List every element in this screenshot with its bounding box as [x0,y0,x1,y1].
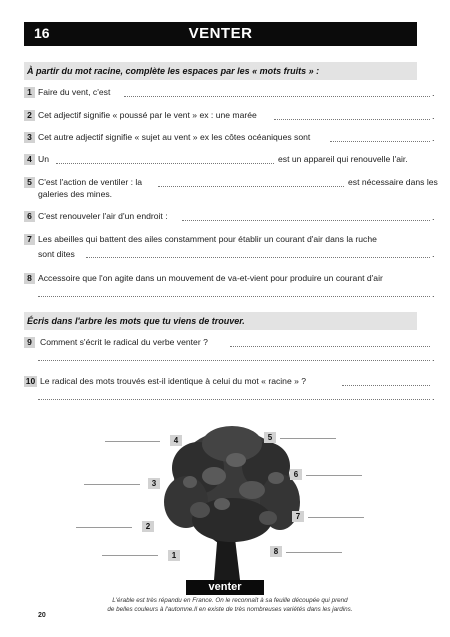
tree-label-1: 1 [168,550,180,561]
question-7 [24,233,435,261]
question-2 [24,109,435,123]
question-9 [24,336,435,364]
answer-line-4[interactable] [105,441,160,442]
period: . [432,249,435,259]
question-text: Faire du vent, c'est [38,87,111,97]
question-text-line2: sont dites [38,249,75,259]
answer-line[interactable] [38,288,430,297]
answer-line-7[interactable] [308,517,364,518]
answer-line[interactable] [56,155,274,164]
tree-label-4: 4 [170,435,182,446]
answer-line[interactable] [124,88,430,97]
section2-instruction: Écris dans l'arbre les mots que tu viens de trouver. [24,312,417,330]
question-6 [24,210,435,224]
period: . [432,133,435,143]
tree-label-5: 5 [264,432,276,443]
question-number: 5 [24,177,35,188]
question-number: 7 [24,234,35,245]
question-text: Le radical des mots trouvés est-il identique à celui du mot « racine » ? [40,376,307,386]
question-number: 1 [24,87,35,98]
period: . [432,353,435,363]
question-number: 4 [24,154,35,165]
answer-line[interactable] [230,338,430,347]
answer-line[interactable] [38,352,430,361]
period: . [432,212,435,222]
question-number: 6 [24,211,35,222]
question-text-after: est un appareil qui renouvelle l'air. [278,154,408,164]
question-3 [24,131,435,145]
answer-line[interactable] [182,212,430,221]
exercise-header [24,22,417,46]
question-number: 9 [24,337,35,348]
tree-caption [60,597,400,614]
answer-line[interactable] [330,133,430,142]
question-number: 3 [24,132,35,143]
question-text: C'est renouveler l'air d'un endroit : [38,211,168,221]
question-text: Les abeilles qui battent des ailes constamment pour établir un courant d'air dans la ruche [38,234,377,244]
answer-line[interactable] [86,249,430,258]
question-4 [24,153,424,167]
caption-line-2: de belles couleurs à l'automne.Il en existe de très nombreuses variétés dans les jardins. [107,605,353,613]
tree-foliage [164,426,300,542]
question-10 [24,375,435,405]
period: . [432,88,435,98]
tree-label-3: 3 [148,478,160,489]
page-number: 20 [38,612,46,619]
answer-line[interactable] [342,377,430,386]
question-5 [24,176,438,202]
answer-line[interactable] [274,111,430,120]
question-text-after: est nécessaire dans les [348,177,438,187]
caption-line-1: L'érable est très répandu en France. On le reconnaît à sa feuille découpée qui prend [112,597,348,604]
question-text: Comment s'écrit le radical du verbe venter ? [40,337,208,347]
question-number: 10 [25,376,36,386]
answer-line[interactable] [38,391,430,400]
root-word-label: venter [186,580,264,595]
answer-line-1[interactable] [102,555,158,556]
answer-line-2[interactable] [76,527,132,528]
tree-label-2: 2 [142,521,154,532]
period: . [432,392,435,402]
answer-line-5[interactable] [280,438,336,439]
section1-instruction: À partir du mot racine, complète les espaces par les « mots fruits » : [24,62,417,80]
tree-label-8: 8 [270,546,282,557]
question-1 [24,86,435,100]
tree-illustration [0,420,450,585]
tree-label-6: 6 [290,469,302,480]
answer-line-6[interactable] [306,475,362,476]
question-text: Cet autre adjectif signifie « sujet au vent » ex les côtes océaniques sont [38,132,311,142]
answer-line-8[interactable] [286,552,342,553]
question-8 [24,272,435,302]
question-text: C'est l'action de ventiler : la [38,177,143,187]
period: . [432,111,435,121]
tree-label-7: 7 [292,511,304,522]
answer-line[interactable] [158,178,344,187]
answer-line-3[interactable] [84,484,140,485]
question-text: Cet adjectif signifie « poussé par le vent » ex : une marée [38,110,257,120]
question-text: Un [38,154,49,164]
question-number: 8 [24,273,35,284]
exercise-number: 16 [34,25,50,41]
period: . [432,289,435,299]
question-text: Accessoire que l'on agite dans un mouvement de va-et-vient pour produire un courant d'air [38,273,383,283]
question-text-line2: galeries des mines. [38,189,113,199]
exercise-title: VENTER [188,25,253,42]
question-number: 2 [24,110,35,121]
